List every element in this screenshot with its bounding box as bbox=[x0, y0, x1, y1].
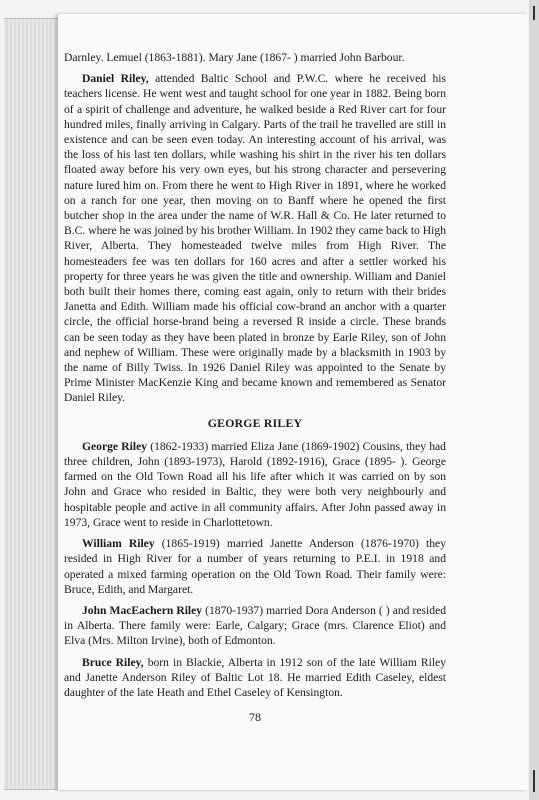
paragraph-body: Darnley. Lemuel (1863-1881). Mary Jane (1867- ) married John Barbour. bbox=[64, 51, 405, 64]
paragraph-william-riley bbox=[64, 536, 446, 597]
page-number: 78 bbox=[249, 710, 261, 725]
paragraph-daniel-riley bbox=[64, 71, 446, 405]
paragraph-body: (1865-1919) married Janette Anderson (1876-1970) they resided in High River for a number of years returning to P.E.I. in 1918 and operated a mixed farming operation on the Old Town Road. Their family were: Bruce, Edith, and Margaret. bbox=[64, 537, 446, 596]
scan-mark-bottom bbox=[533, 770, 535, 792]
paragraph-body: attended Baltic School and P.W.C. where he received his teachers license. He went west and taught school for one year in 1882. Being born of a spirit of challenge and adventure, he walked beside a Red River cart for four hundred miles, finally arriving in Calgary. Parts of the trail he travelled are still in existence and can be seen even today. An interesting account of his arrival, was the loss of his last ten dollars, while washing his shirt in the river his ten dollars floated away before his very own eyes, but his strong character and persevering nature lured him on. From there he went to High River in 1891, where he worked on a ranch for one year, then moving on to Banff where he opened the first butcher shop in the area under the name of W.R. Hall & Co. He later returned to B.C. where he was joined by his brother William. In 1902 they came back to High River, Alberta. They homesteaded twelve miles from High River. The homesteaders fee was ten dollars for 160 acres and after a settler worked his property for three years he was given the title and ownership. William and Daniel both built their homes there, coming east again, only to return with their brides Janetta and Edith. William made his official cow-brand an anchor with a quarter circle, the official horse-brand being a reversed R inside a circle. These brands can be seen today as they have been plated in bronze by Earle Riley, son of John and nephew of William. These were originally made by a blacksmith in 1903 by the name of Billy Twiss. In 1926 Daniel Riley was appointed to the Senate by Prime Minister MacKenzie King and became known and remembered as Senator Daniel Riley. bbox=[64, 72, 446, 405]
page-text bbox=[64, 50, 446, 725]
paragraph-bruce-riley bbox=[64, 655, 446, 701]
paragraph-george-riley bbox=[64, 439, 446, 530]
paragraph-lead: William Riley bbox=[82, 537, 155, 551]
paragraph-lead: Bruce Riley, bbox=[82, 655, 144, 669]
scan-mark-top bbox=[533, 6, 535, 20]
paragraph-darnley bbox=[64, 50, 446, 65]
section-heading: GEORGE RILEY bbox=[207, 415, 303, 430]
paragraph-lead: John MacEachern Riley bbox=[82, 603, 203, 617]
paragraph-body: (1870-1937) married Dora Anderson ( ) and resided in Alberta. There family were: Earle, Calgary; Grace (mrs. Clarence Eliot) and Elva (Mrs. Milton Irvine), both of Edmonton. bbox=[64, 603, 447, 648]
paragraph-john-riley bbox=[64, 603, 446, 649]
paragraph-lead: George Riley bbox=[82, 439, 148, 453]
paragraph-body: born in Blackie, Alberta in 1912 son of the late William Riley and Janette Anderson Riley of Baltic Lot 18. He married Edith Caseley, eldest daughter of the late Heath and Ethel Caseley of Kensington. bbox=[64, 655, 446, 699]
paragraph-body: (1862-1933) married Eliza Jane (1869-1902) Cousins, they had three children, John (1893-1973), Harold (1892-1916), Grace (1895- ). George farmed on the Old Town Road all his life after which it was carried on by son John and Grace who resided in Baltic, they were both very neighbourly and hospitable people and active in all community affairs. After John passed away in 1973, Grace went to reside in Charlottetown. bbox=[64, 439, 446, 529]
right-margin-strip bbox=[529, 0, 539, 800]
paragraph-lead: Daniel Riley, bbox=[82, 72, 149, 86]
